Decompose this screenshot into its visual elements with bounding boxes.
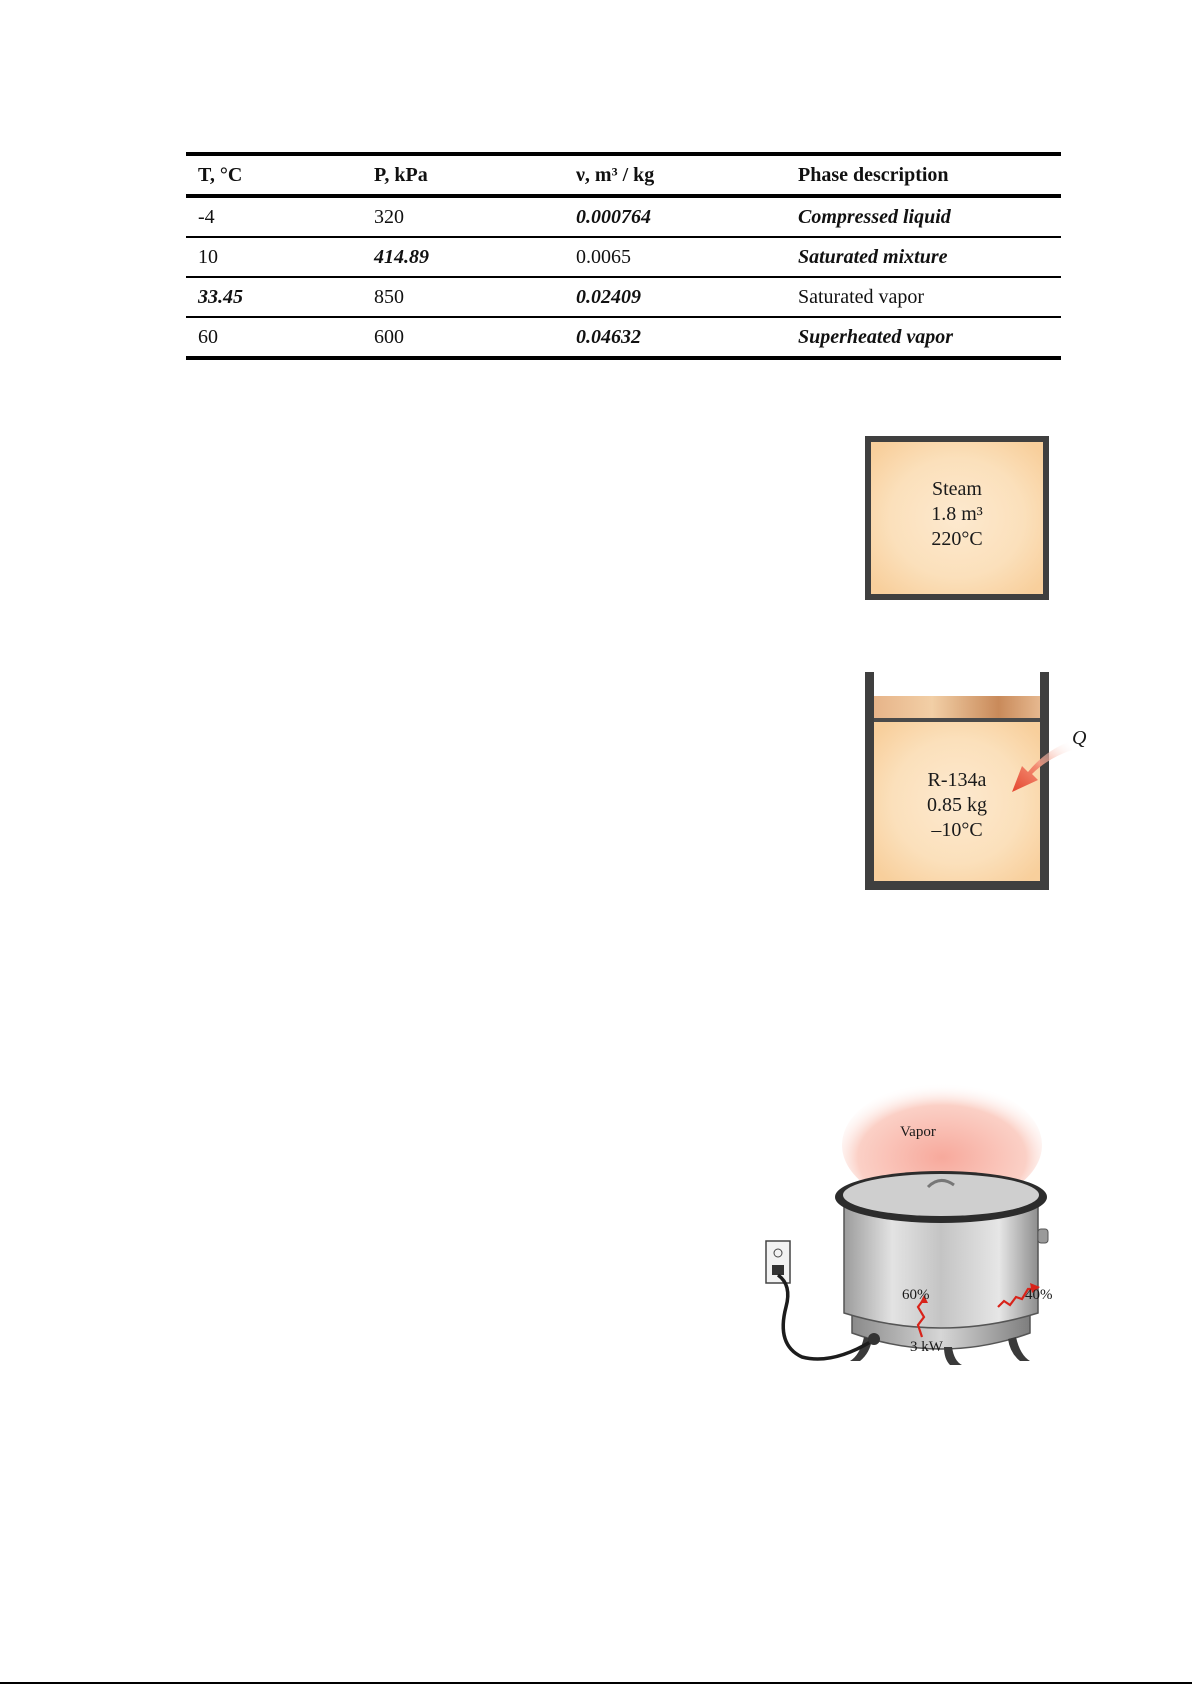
table-cell: Superheated vapor <box>798 325 953 348</box>
vapor-label: Vapor <box>900 1124 936 1140</box>
header-pressure: P, kPa <box>374 163 428 186</box>
table-cell: -4 <box>198 205 215 228</box>
table-cell: 0.02409 <box>576 285 641 308</box>
cooker-drawing <box>752 1075 1082 1375</box>
table-cell: 0.0065 <box>576 245 631 268</box>
header-temperature: T, °C <box>198 163 243 186</box>
piston-substance: R-134a <box>927 769 987 791</box>
table-cell: 414.89 <box>374 245 429 268</box>
table-row <box>186 317 1061 358</box>
piston-cylinder-figure <box>862 672 1102 890</box>
header-specific-volume: ν, m³ / kg <box>576 163 655 186</box>
table-row <box>186 237 1061 277</box>
heat-transfer-label: Q <box>1072 727 1087 749</box>
header-phase-description: Phase description <box>798 163 949 186</box>
table-cell: 320 <box>374 205 404 228</box>
table-cell: 0.000764 <box>576 205 651 228</box>
page-bottom-rule <box>0 1682 1192 1684</box>
table-cell: 10 <box>198 245 218 268</box>
piston-temperature: –10°C <box>931 819 983 841</box>
steam-tank-substance: Steam <box>932 478 982 500</box>
table-cell: Saturated vapor <box>798 285 925 308</box>
table-cell: Compressed liquid <box>798 205 951 228</box>
cooker-figure <box>752 1075 1082 1375</box>
property-table <box>186 152 1061 360</box>
piston-cylinder-labels <box>862 768 1052 843</box>
piston-mass: 0.85 kg <box>927 794 987 816</box>
heat-40-percent-label: 40% <box>1025 1287 1053 1303</box>
table-row <box>186 277 1061 317</box>
table-cell: 60 <box>198 325 218 348</box>
table-cell: 33.45 <box>198 285 243 308</box>
table-cell: Saturated mixture <box>798 245 948 268</box>
heat-60-percent-label: 60% <box>902 1287 930 1303</box>
table-cell: 850 <box>374 285 404 308</box>
steam-tank-volume: 1.8 m³ <box>931 503 983 525</box>
steam-tank-labels <box>862 477 1052 552</box>
power-rating-label: 3 kW <box>910 1339 943 1355</box>
steam-tank-figure <box>862 433 1052 603</box>
table-cell: 600 <box>374 325 404 348</box>
steam-tank-temperature: 220°C <box>931 528 983 550</box>
table-body <box>186 196 1061 358</box>
table-header <box>186 154 1061 196</box>
table-row <box>186 196 1061 237</box>
table-cell: 0.04632 <box>576 325 641 348</box>
